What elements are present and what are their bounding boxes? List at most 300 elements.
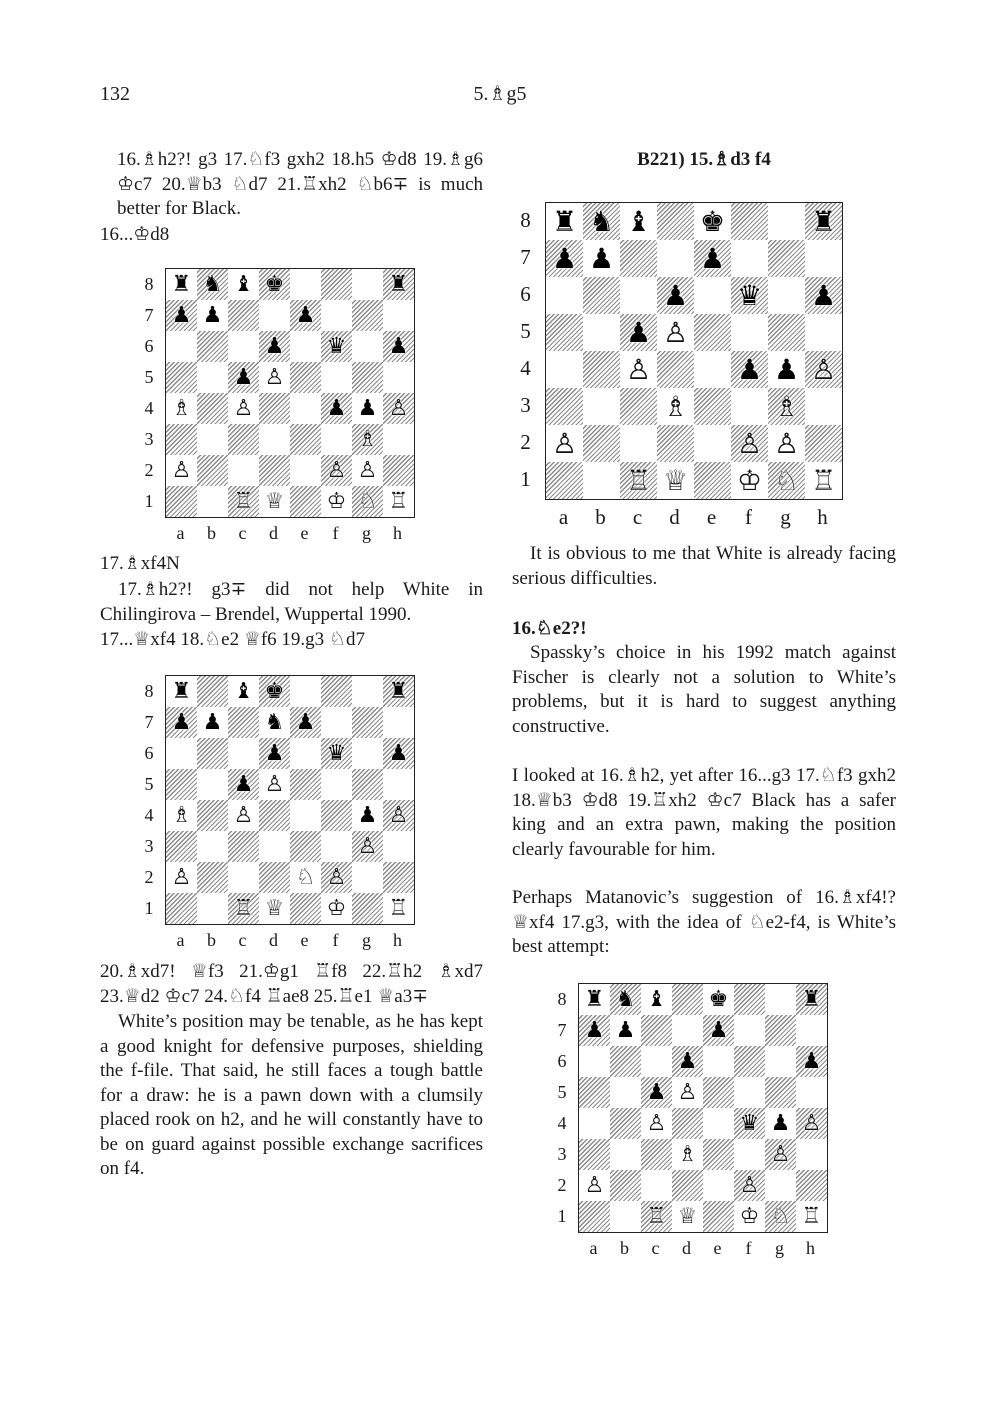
file-label: h [393,930,402,950]
file-label: d [669,505,680,529]
file-label: c [238,930,247,950]
square-a1 [166,486,197,517]
square-e3 [703,1139,734,1170]
square-g7 [352,300,383,331]
square-d8 [657,203,694,240]
square-e1 [290,486,321,517]
square-b2 [197,862,228,893]
square-b6 [583,277,620,314]
square-h5 [796,1077,827,1108]
white-rook-h1-icon: ♖ [388,895,409,921]
white-rook-c1-icon: ♖ [233,895,254,921]
square-g7 [765,1015,796,1046]
square-a5 [166,362,197,393]
square-a1 [546,462,583,499]
rank-label: 6 [520,282,531,306]
white-bishop-g3-icon: ♗ [773,389,800,423]
square-b5 [610,1077,641,1108]
white-pawn-c4-icon: ♙ [646,1110,667,1136]
white-pawn-f2-icon: ♙ [739,1172,760,1198]
black-rook-a8-icon: ♜ [171,678,192,704]
square-b6 [197,331,228,362]
square-a5 [546,314,583,351]
square-g6 [352,738,383,769]
square-e3 [290,831,321,862]
square-h2 [796,1170,827,1201]
square-b5 [197,362,228,393]
file-label: c [651,1238,660,1258]
rank-label: 7 [144,711,154,732]
square-b8 [197,676,228,707]
black-pawn-f4-icon: ♟ [326,395,347,421]
file-label: g [780,505,791,529]
white-rook-h1-icon: ♖ [388,488,409,514]
black-queen-f6-icon: ♛ [326,333,347,359]
rank-label: 4 [144,804,154,825]
white-rook-c1-icon: ♖ [646,1203,667,1229]
rank-label: 4 [520,356,531,380]
square-b1 [583,462,620,499]
file-label: e [300,523,309,543]
square-e5 [694,314,731,351]
white-knight-e2-icon: ♘ [295,864,316,890]
black-pawn-c5-icon: ♟ [625,315,652,349]
black-pawn-h6-icon: ♟ [810,278,837,312]
square-g8 [768,203,805,240]
square-a3 [579,1139,610,1170]
square-e6 [290,331,321,362]
white-pawn-c4-icon: ♙ [625,352,652,386]
white-king-f1-icon: ♔ [326,895,347,921]
black-queen-f6-icon: ♛ [736,278,763,312]
right-para-3: I looked at 16.♗h2, yet after 16...g3 17.♘f3 gxh2 18.♕b3 ♔d8 19.♖xh2 ♔c7 Black has a safer king and an extra pawn, making the position clearly favourable for him. [512,765,896,860]
square-f8 [731,203,768,240]
black-pawn-e7-icon: ♟ [708,1017,729,1043]
square-e4 [703,1108,734,1139]
page-number: 132 [100,83,130,105]
white-king-f1-icon: ♔ [736,463,763,497]
black-pawn-b7-icon: ♟ [202,302,223,328]
rank-label: 6 [144,742,154,763]
rank-label: 8 [144,680,154,701]
left-move-2: 17.♗xf4N [100,553,180,574]
black-pawn-b7-icon: ♟ [588,241,615,275]
square-d4 [672,1108,703,1139]
file-label: b [207,523,216,543]
square-g6 [352,331,383,362]
square-a6 [166,331,197,362]
black-queen-f6-icon: ♛ [326,740,347,766]
square-g5 [352,362,383,393]
square-a3 [166,424,197,455]
square-e2 [694,425,731,462]
white-bishop-a4-icon: ♗ [171,802,192,828]
rank-label: 3 [144,835,154,856]
square-c3 [620,388,657,425]
left-move-3: 17...♕xf4 18.♘e2 ♕f6 19.g3 ♘d7 [100,629,365,650]
white-pawn-h4-icon: ♙ [810,352,837,386]
left-para-2: 17.♗h2?! g3∓ did not help White in Chilingirova – Brendel, Wuppertal 1990. [100,579,483,625]
rank-label: 3 [144,428,154,449]
section-heading: B221) 15.♗d3 f4 [637,149,771,170]
file-label: a [176,930,185,950]
black-king-e8-icon: ♚ [699,204,726,238]
square-b1 [610,1201,641,1232]
square-f5 [734,1077,765,1108]
rank-label: 6 [144,335,154,356]
black-pawn-c5-icon: ♟ [646,1079,667,1105]
square-e8 [290,676,321,707]
square-b3 [197,424,228,455]
right-para-1: It is obvious to me that White is already facing serious difficulties. [512,543,896,589]
square-d4 [657,351,694,388]
square-b4 [583,351,620,388]
white-bishop-a4-icon: ♗ [171,395,192,421]
square-f3 [321,424,352,455]
square-e5 [290,769,321,800]
black-king-e8-icon: ♚ [708,986,729,1012]
black-bishop-c8-icon: ♝ [233,678,254,704]
square-f7 [731,240,768,277]
square-h3 [383,424,414,455]
file-label: b [595,505,606,529]
square-h3 [383,831,414,862]
square-d7 [657,240,694,277]
square-g8 [352,269,383,300]
rank-label: 3 [557,1143,567,1164]
square-e1 [694,462,731,499]
running-title: 5.♗g5 [473,83,527,105]
black-pawn-g4-icon: ♟ [770,1110,791,1136]
white-pawn-d5-icon: ♙ [264,771,285,797]
square-h2 [383,862,414,893]
rank-label: 3 [520,393,531,417]
file-label: h [817,505,828,529]
rank-label: 1 [144,897,154,918]
black-knight-d7-icon: ♞ [264,709,285,735]
square-h7 [796,1015,827,1046]
square-g6 [765,1046,796,1077]
chessboard [165,268,415,518]
square-f3 [731,388,768,425]
rank-label: 1 [520,467,531,491]
square-a1 [166,893,197,924]
file-label: a [589,1238,598,1258]
white-pawn-f2-icon: ♙ [736,426,763,460]
black-pawn-h6-icon: ♟ [388,333,409,359]
white-pawn-a2-icon: ♙ [171,864,192,890]
square-e3 [694,388,731,425]
white-king-f1-icon: ♔ [739,1203,760,1229]
white-pawn-d5-icon: ♙ [662,315,689,349]
white-pawn-h4-icon: ♙ [388,395,409,421]
file-label: a [176,523,185,543]
file-label: b [207,930,216,950]
black-pawn-d6-icon: ♟ [264,333,285,359]
black-pawn-a7-icon: ♟ [551,241,578,275]
black-king-d8-icon: ♚ [264,271,285,297]
square-f6 [734,1046,765,1077]
square-g2 [765,1170,796,1201]
rank-label: 2 [520,430,531,454]
file-label: c [632,505,643,529]
square-e5 [703,1077,734,1108]
square-b4 [610,1108,641,1139]
file-label: g [362,930,371,950]
white-king-f1-icon: ♔ [326,488,347,514]
rank-label: 7 [557,1019,567,1040]
square-g6 [768,277,805,314]
black-pawn-c5-icon: ♟ [233,364,254,390]
square-f5 [731,314,768,351]
black-knight-b8-icon: ♞ [202,271,223,297]
black-pawn-b7-icon: ♟ [615,1017,636,1043]
white-pawn-g2-icon: ♙ [357,457,378,483]
square-g5 [765,1077,796,1108]
file-label: d [682,1238,691,1258]
white-pawn-f2-icon: ♙ [326,864,347,890]
square-a6 [546,277,583,314]
square-e2 [290,455,321,486]
square-e3 [290,424,321,455]
square-b4 [197,393,228,424]
black-bishop-c8-icon: ♝ [625,204,652,238]
square-g5 [352,769,383,800]
square-f8 [321,676,352,707]
square-h3 [805,388,842,425]
black-pawn-g4-icon: ♟ [357,395,378,421]
square-c7 [228,707,259,738]
square-d8 [672,984,703,1015]
square-h5 [805,314,842,351]
black-pawn-g4-icon: ♟ [773,352,800,386]
square-h5 [383,362,414,393]
black-pawn-h6-icon: ♟ [388,740,409,766]
square-e6 [694,277,731,314]
square-c6 [228,738,259,769]
left-move-1: 16...♔d8 [100,224,170,245]
file-label: e [713,1238,722,1258]
left-para-3: 20.♗xd7! ♕f3 21.♔g1 ♖f8 22.♖h2 ♗xd7 23.♕d2 ♔c7 24.♘f4 ♖ae8 25.♖e1 ♕a3∓ [100,961,483,1007]
square-f3 [734,1139,765,1170]
square-a3 [546,388,583,425]
left-para-1: 16.♗h2?! g3 17.♘f3 gxh2 18.h5 ♔d8 19.♗g6 ♔c7 20.♕b3 ♘d7 21.♖xh2 ♘b6∓ is much better for Black. [117,149,483,219]
rank-label: 7 [144,304,154,325]
white-knight-g1-icon: ♘ [773,463,800,497]
black-knight-b8-icon: ♞ [615,986,636,1012]
black-bishop-c8-icon: ♝ [646,986,667,1012]
black-pawn-d6-icon: ♟ [662,278,689,312]
white-pawn-c4-icon: ♙ [233,802,254,828]
black-rook-a8-icon: ♜ [551,204,578,238]
square-g7 [768,240,805,277]
square-h2 [805,425,842,462]
square-e1 [290,893,321,924]
rank-label: 4 [144,397,154,418]
rank-label: 8 [520,208,531,232]
black-queen-f4-icon: ♛ [739,1110,760,1136]
square-f5 [321,769,352,800]
square-g1 [352,893,383,924]
square-a6 [166,738,197,769]
white-pawn-f2-icon: ♙ [326,457,347,483]
black-rook-h8-icon: ♜ [388,271,409,297]
white-pawn-g2-icon: ♙ [773,426,800,460]
square-a4 [546,351,583,388]
white-knight-g1-icon: ♘ [357,488,378,514]
square-h2 [383,455,414,486]
square-c7 [641,1015,672,1046]
square-f7 [321,707,352,738]
square-a6 [579,1046,610,1077]
square-b1 [197,893,228,924]
file-label: e [706,505,717,529]
white-bishop-d3-icon: ♗ [677,1141,698,1167]
black-pawn-f4-icon: ♟ [736,352,763,386]
right-para-4: Perhaps Matanovic’s suggestion of 16.♗xf4!? ♕xf4 17.g3, with the idea of ♘e2-f4, is White’s best attempt: [512,887,896,957]
square-d7 [672,1015,703,1046]
rank-label: 5 [557,1081,567,1102]
square-b6 [610,1046,641,1077]
black-pawn-e7-icon: ♟ [295,302,316,328]
rank-label: 2 [557,1174,567,1195]
white-bishop-g3-icon: ♗ [357,426,378,452]
black-pawn-a7-icon: ♟ [171,302,192,328]
square-e1 [703,1201,734,1232]
black-rook-h8-icon: ♜ [388,678,409,704]
file-label: c [238,523,247,543]
square-b3 [610,1139,641,1170]
black-king-d8-icon: ♚ [264,678,285,704]
square-c6 [620,277,657,314]
white-rook-c1-icon: ♖ [233,488,254,514]
square-c7 [228,300,259,331]
white-rook-h1-icon: ♖ [801,1203,822,1229]
white-bishop-d3-icon: ♗ [662,389,689,423]
square-c3 [228,831,259,862]
square-b5 [583,314,620,351]
white-pawn-c4-icon: ♙ [233,395,254,421]
chessboard [165,675,415,925]
rank-label: 2 [144,459,154,480]
rank-label: 5 [144,366,154,387]
square-b2 [610,1170,641,1201]
rank-label: 7 [520,245,531,269]
square-d2 [259,455,290,486]
white-pawn-a2-icon: ♙ [171,457,192,483]
square-f8 [734,984,765,1015]
file-label: g [775,1238,784,1258]
file-label: f [745,505,752,529]
file-label: f [332,930,339,950]
square-f7 [321,300,352,331]
black-pawn-c5-icon: ♟ [233,771,254,797]
square-c3 [641,1139,672,1170]
white-pawn-g3-icon: ♙ [357,833,378,859]
black-knight-b8-icon: ♞ [588,204,615,238]
square-d7 [259,300,290,331]
square-c2 [228,862,259,893]
square-g5 [768,314,805,351]
square-e4 [290,393,321,424]
file-label: f [745,1238,752,1258]
black-rook-h8-icon: ♜ [801,986,822,1012]
square-e6 [703,1046,734,1077]
white-queen-d1-icon: ♕ [264,895,285,921]
square-h5 [383,769,414,800]
square-g2 [352,862,383,893]
black-pawn-d6-icon: ♟ [264,740,285,766]
square-d3 [259,831,290,862]
square-b3 [197,831,228,862]
square-c6 [228,331,259,362]
white-pawn-a2-icon: ♙ [584,1172,605,1198]
file-label: d [269,523,278,543]
square-e8 [290,269,321,300]
square-c3 [228,424,259,455]
square-d2 [259,862,290,893]
square-a1 [579,1201,610,1232]
right-move-1: 16.♘e2?! [512,618,587,639]
black-rook-a8-icon: ♜ [171,271,192,297]
file-label: f [332,523,339,543]
black-rook-a8-icon: ♜ [584,986,605,1012]
square-e5 [290,362,321,393]
square-b3 [583,388,620,425]
rank-label: 2 [144,866,154,887]
square-a5 [166,769,197,800]
square-c2 [641,1170,672,1201]
square-h3 [796,1139,827,1170]
file-label: e [300,930,309,950]
square-f7 [734,1015,765,1046]
square-a4 [579,1108,610,1139]
square-b2 [583,425,620,462]
white-pawn-d5-icon: ♙ [264,364,285,390]
file-label: d [269,930,278,950]
black-bishop-c8-icon: ♝ [233,271,254,297]
square-h7 [383,707,414,738]
square-b1 [197,486,228,517]
square-a3 [166,831,197,862]
square-e4 [694,351,731,388]
square-c6 [641,1046,672,1077]
square-c7 [620,240,657,277]
file-label: h [806,1238,815,1258]
file-label: a [558,505,569,529]
square-e2 [703,1170,734,1201]
chessboard [578,983,828,1233]
rank-label: 1 [144,490,154,511]
rank-label: 8 [144,273,154,294]
black-pawn-a7-icon: ♟ [584,1017,605,1043]
square-b2 [197,455,228,486]
black-pawn-h6-icon: ♟ [801,1048,822,1074]
file-label: h [393,523,402,543]
square-b6 [197,738,228,769]
black-pawn-e7-icon: ♟ [699,241,726,275]
white-pawn-h4-icon: ♙ [801,1110,822,1136]
square-d2 [672,1170,703,1201]
white-queen-d1-icon: ♕ [662,463,689,497]
square-h7 [805,240,842,277]
rank-label: 8 [557,988,567,1009]
white-rook-h1-icon: ♖ [810,463,837,497]
black-pawn-d6-icon: ♟ [677,1048,698,1074]
square-f4 [321,800,352,831]
white-knight-g1-icon: ♘ [770,1203,791,1229]
black-pawn-a7-icon: ♟ [171,709,192,735]
